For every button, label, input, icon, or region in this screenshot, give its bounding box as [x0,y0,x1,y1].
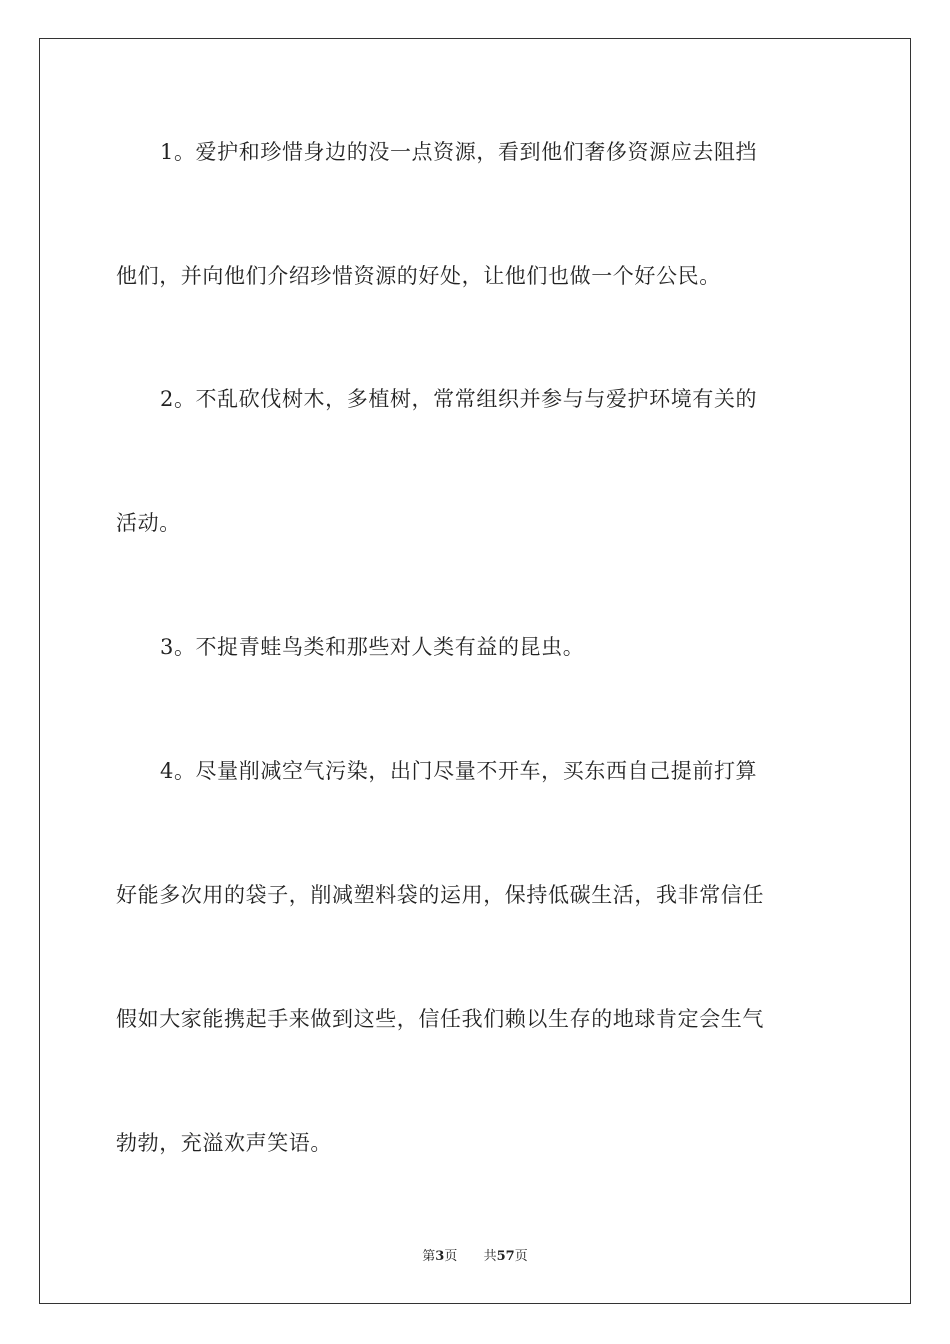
page-border [39,38,911,1304]
paragraph-4-line-4: 勃勃，充溢欢声笑语。 [116,1131,332,1155]
paragraph-2-line-2: 活动。 [116,511,181,535]
paragraph-2-line-1: 2。不乱砍伐树木，多植树，常常组织并参与与爱护环境有关的 [160,387,758,411]
page-footer [0,1248,950,1266]
page-suffix: 页 [444,1249,458,1264]
page-prefix: 第 [422,1249,436,1264]
page-number: 3 [435,1249,445,1264]
paragraph-3-line-1: 3。不捉青蛙鸟类和那些对人类有益的昆虫。 [160,635,585,659]
paragraph-4-line-2: 好能多次用的袋子，削减塑料袋的运用，保持低碳生活，我非常信任 [116,883,764,907]
total-suffix: 页 [514,1249,528,1264]
paragraph-4-line-1: 4。尽量削减空气污染，出门尽量不开车，买东西自己提前打算 [160,759,758,783]
paragraph-4-line-3: 假如大家能携起手来做到这些，信任我们赖以生存的地球肯定会生气 [116,1007,764,1031]
paragraph-1-line-1: 1。爱护和珍惜身边的没一点资源，看到他们奢侈资源应去阻挡 [160,140,758,164]
total-prefix: 共 [483,1249,497,1264]
paragraph-1-line-2: 他们，并向他们介绍珍惜资源的好处，让他们也做一个好公民。 [116,264,721,288]
total-pages: 57 [496,1249,515,1264]
